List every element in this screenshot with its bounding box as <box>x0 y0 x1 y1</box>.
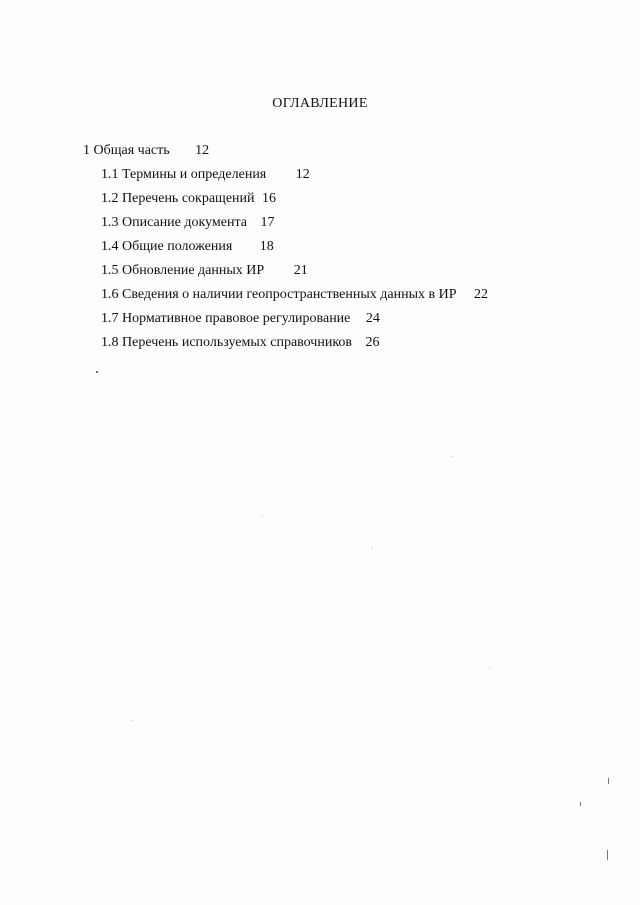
edge-mark <box>608 778 609 784</box>
toc-entry-page: 12 <box>295 167 310 182</box>
scan-speck <box>262 516 263 517</box>
toc-entry <box>101 167 310 183</box>
edge-mark <box>580 802 581 806</box>
toc-entry-text: Нормативное правовое регулирование <box>122 311 351 326</box>
scan-dot <box>96 371 98 373</box>
toc-entry-number: 1.5 <box>101 263 119 278</box>
toc-entry-page: 24 <box>365 311 380 326</box>
toc-entry <box>83 143 209 159</box>
toc-entry <box>101 215 275 231</box>
toc-entry <box>101 191 276 207</box>
toc-entry-text: Перечень сокращений <box>122 191 255 206</box>
toc-entry-number: 1.1 <box>101 167 119 182</box>
toc-entry-page: 12 <box>195 143 210 158</box>
scan-speck <box>371 548 372 549</box>
toc-entry <box>101 239 274 255</box>
toc-entry-page: 17 <box>260 215 275 230</box>
toc-entry-number: 1.6 <box>101 287 119 302</box>
scan-speck <box>131 720 132 721</box>
toc-entry-page: 16 <box>262 191 277 206</box>
toc-entry-page: 22 <box>474 287 489 302</box>
scan-speck <box>452 456 453 457</box>
toc-entry-page: 18 <box>259 239 274 254</box>
toc-entry-text: Перечень используемых справочников <box>122 335 353 350</box>
toc-entry-number: 1.4 <box>101 239 119 254</box>
toc-entry-text: Сведения о наличии геопространственных данных в ИР <box>122 287 457 302</box>
toc-entry-text: Обновление данных ИР <box>122 263 265 278</box>
toc-entry-page: 21 <box>293 263 308 278</box>
toc-entry-text: Общая часть <box>93 143 170 158</box>
toc-entry-number: 1.7 <box>101 311 119 326</box>
toc-entry <box>101 335 380 351</box>
toc-entry <box>101 287 488 303</box>
scan-speck <box>489 668 490 669</box>
toc-title: ОГЛАВЛЕНИЕ <box>272 96 368 111</box>
toc-entry-text: Общие положения <box>122 239 233 254</box>
toc-entry-number: 1.2 <box>101 191 119 206</box>
toc-entry-page: 26 <box>365 335 380 350</box>
toc-entry-text: Термины и определения <box>122 167 267 182</box>
toc-entry <box>101 263 308 279</box>
toc-entry-text: Описание документа <box>122 215 248 230</box>
toc-entry <box>101 311 380 327</box>
edge-mark <box>607 850 608 860</box>
toc-entry-number: 1 <box>83 143 90 158</box>
toc-entry-number: 1.8 <box>101 335 119 350</box>
toc-entry-number: 1.3 <box>101 215 119 230</box>
